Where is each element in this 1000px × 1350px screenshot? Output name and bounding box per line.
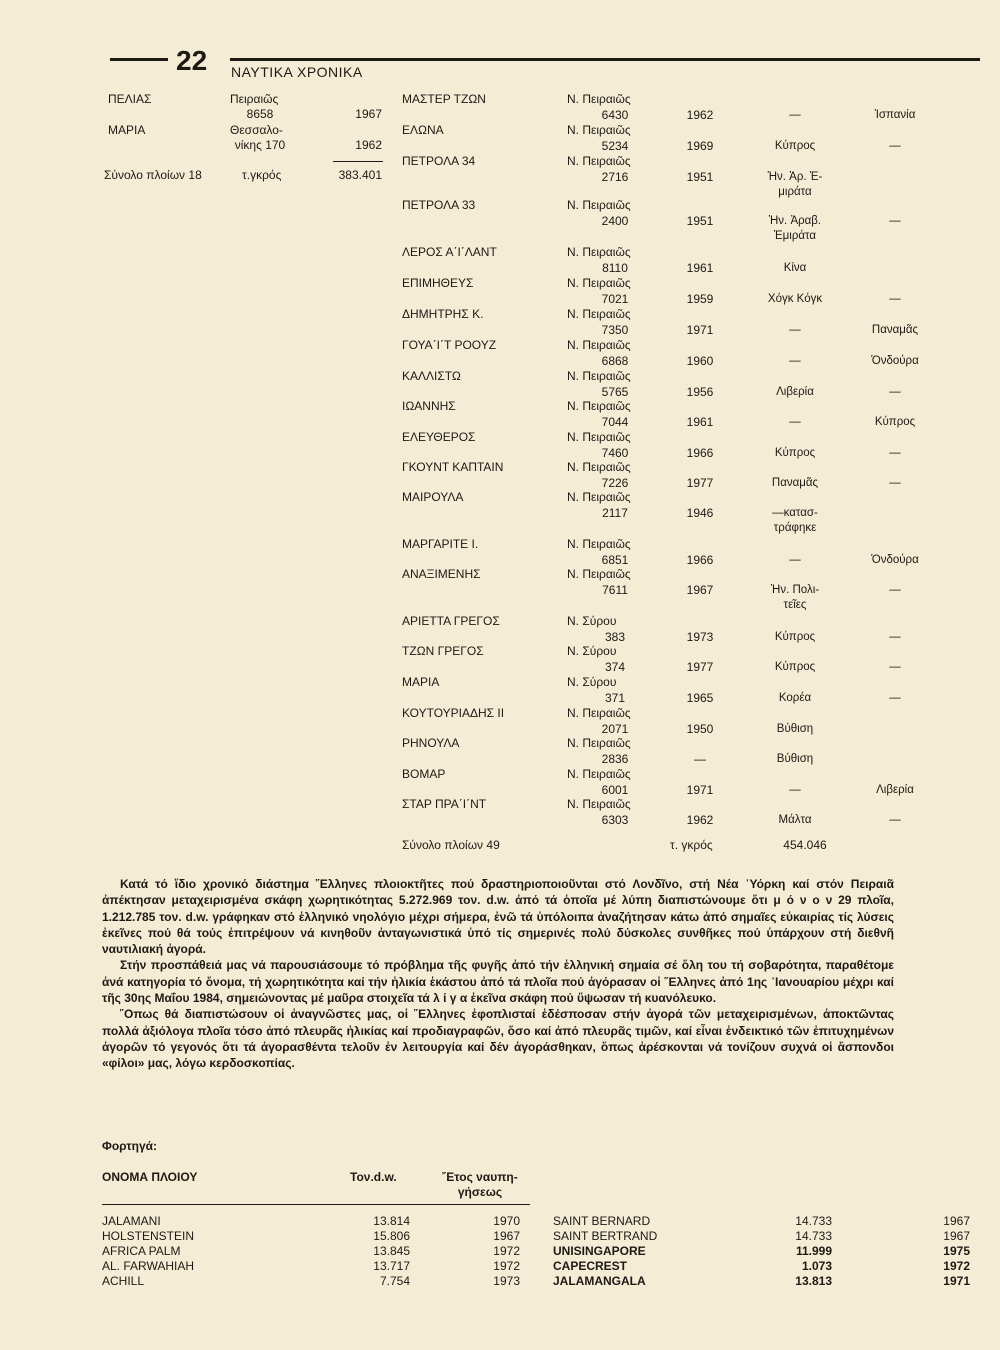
ship-name: ΜΑΡΙΑ bbox=[402, 675, 440, 689]
ship-fate: Μάλτα bbox=[778, 814, 812, 826]
ship-port: Ν. Πειραιῶς bbox=[567, 797, 631, 811]
cargo-ship-dwt: 13.814 bbox=[373, 1214, 410, 1228]
ship-fate: Βύθιση bbox=[776, 723, 814, 735]
ship-year: 1950 bbox=[686, 722, 714, 736]
ship-flag: Παναμᾶς bbox=[871, 324, 919, 336]
ship-port: Ν. Πειραιῶς bbox=[567, 307, 631, 321]
ship-name: ΚΑΛΛΙΣΤΩ bbox=[402, 369, 461, 383]
ship-year: — bbox=[694, 752, 706, 766]
cargo-ship-dwt: 14.733 bbox=[795, 1229, 832, 1243]
ship-flag: — bbox=[889, 293, 901, 305]
cargo-ship-dwt: 13.813 bbox=[795, 1274, 832, 1288]
ship-flag: Ἰσπανία bbox=[874, 109, 916, 121]
ship-port: Ν. Πειραιῶς bbox=[567, 154, 631, 168]
cargo-ship-name: SAINT BERTRAND bbox=[553, 1229, 658, 1243]
cargo-ship-name: HOLSTENSTEIN bbox=[102, 1229, 195, 1243]
ship-flag: Ὁνδούρα bbox=[871, 554, 919, 566]
ship-year: 1969 bbox=[686, 139, 714, 153]
cargo-ship-name: JALAMANI bbox=[102, 1214, 161, 1228]
left-total-unit: τ.γκρός bbox=[242, 168, 282, 182]
ship-name: ΠΕΛΙΑΣ bbox=[108, 92, 152, 106]
ship-number: 371 bbox=[604, 691, 626, 705]
ship-port: Ν. Σύρου bbox=[567, 644, 617, 658]
ship-number: 7350 bbox=[601, 323, 629, 337]
ship-fate: Λιβερία bbox=[776, 386, 814, 398]
ship-name: ΕΠΙΜΗΘΕΥΣ bbox=[402, 276, 474, 290]
ship-number: 2836 bbox=[601, 752, 629, 766]
ship-fate: — bbox=[789, 355, 801, 367]
ship-fate: — bbox=[789, 784, 801, 796]
cargo-ship-name: AL. FARWAHIAH bbox=[102, 1259, 195, 1273]
ship-year: 1951 bbox=[686, 170, 714, 184]
ship-name: ΜΑΙΡΟΥΛΑ bbox=[402, 490, 464, 504]
ship-fate: Χόγκ Κόγκ bbox=[767, 293, 823, 305]
cargo-col-name: ΟΝΟΜΑ ΠΛΟΙΟΥ bbox=[102, 1170, 198, 1184]
ship-fate: Κίνα bbox=[783, 262, 807, 274]
ship-number: 5765 bbox=[601, 385, 629, 399]
cargo-ship-year: 1970 bbox=[493, 1214, 520, 1228]
right-total-label: Σύνολο πλοίων 49 bbox=[402, 838, 500, 852]
cargo-section-title: Φορτηγά: bbox=[102, 1139, 158, 1153]
cargo-ship-name: UNISINGAPORE bbox=[553, 1244, 646, 1258]
ship-year: 1962 bbox=[686, 108, 714, 122]
ship-fate: Βύθιση bbox=[776, 753, 814, 765]
cargo-ship-year: 1971 bbox=[943, 1274, 970, 1288]
ship-fate: Κύπρος bbox=[774, 631, 816, 643]
ship-port: Ν. Πειραιῶς bbox=[567, 460, 631, 474]
ship-number: 7044 bbox=[601, 415, 629, 429]
right-total-value: 454.046 bbox=[783, 838, 827, 852]
ship-fate: Ἡν. Πολι- τεῖες bbox=[770, 584, 820, 611]
ship-year: 1966 bbox=[686, 553, 714, 567]
ship-flag: Κύπρος bbox=[874, 416, 916, 428]
ship-year: 1962 bbox=[355, 138, 382, 152]
cargo-ship-dwt: 1.073 bbox=[801, 1259, 832, 1273]
ship-year: 1973 bbox=[686, 630, 714, 644]
cargo-ship-name: AFRICA PALM bbox=[102, 1244, 181, 1258]
left-total-value: 383.401 bbox=[338, 168, 382, 182]
cargo-ship-name: JALAMANGALA bbox=[553, 1274, 646, 1288]
cargo-ship-year: 1972 bbox=[493, 1244, 520, 1258]
ship-number: 374 bbox=[604, 660, 626, 674]
ship-fate: Κύπρος bbox=[774, 140, 816, 152]
ship-fate: — bbox=[789, 109, 801, 121]
ship-fate: Ἡν. Ἀραβ. Ἐμιράτα bbox=[768, 215, 822, 242]
left-total-rule bbox=[333, 161, 383, 162]
cargo-col-year: ῎Ετος ναυπη- γήσεως bbox=[442, 1170, 518, 1199]
ship-year: 1967 bbox=[355, 107, 382, 121]
ship-port: Ν. Πειραιῶς bbox=[567, 430, 631, 444]
ship-number: 6430 bbox=[601, 108, 629, 122]
ship-flag: — bbox=[889, 814, 901, 826]
ship-fate: —κατασ- τράφηκε bbox=[772, 507, 818, 534]
ship-port: Θεσσαλο- bbox=[230, 123, 283, 137]
ship-name: ΓΚΟΥΝΤ ΚΑΠΤΑΙΝ bbox=[402, 460, 504, 474]
ship-port: Ν. Πειραιῶς bbox=[567, 567, 631, 581]
ship-year: 1946 bbox=[686, 506, 714, 520]
ship-name: ΜΑΣΤΕΡ ΤΖΩΝ bbox=[402, 92, 486, 106]
ship-year: 1962 bbox=[686, 813, 714, 827]
ship-port: Ν. Πειραιῶς bbox=[567, 276, 631, 290]
ship-year: 1961 bbox=[686, 415, 714, 429]
ship-fate: Κύπρος bbox=[774, 661, 816, 673]
ship-number: 2071 bbox=[601, 722, 629, 736]
ship-port: Ν. Πειραιῶς bbox=[567, 198, 631, 212]
ship-port: Ν. Πειραιῶς bbox=[567, 490, 631, 504]
ship-port: Ν. Πειραιῶς bbox=[567, 123, 631, 137]
ship-flag: — bbox=[889, 140, 901, 152]
running-title: ΝΑΥΤΙΚΑ ΧΡΟΝΙΚΑ bbox=[231, 64, 363, 80]
cargo-ship-dwt: 13.845 bbox=[373, 1244, 410, 1258]
ship-name: ΤΖΩΝ ΓΡΕΓΟΣ bbox=[402, 644, 484, 658]
ship-number: 2117 bbox=[602, 506, 628, 520]
ship-number: νίκης 170 bbox=[234, 138, 286, 152]
ship-number: 7460 bbox=[601, 446, 629, 460]
cargo-ship-dwt: 14.733 bbox=[795, 1214, 832, 1228]
ship-number: 6303 bbox=[601, 813, 629, 827]
ship-number: 6851 bbox=[601, 553, 629, 567]
ship-port: Ν. Σύρου bbox=[567, 675, 617, 689]
ship-port: Ν. Πειραιῶς bbox=[567, 537, 631, 551]
ship-flag: — bbox=[889, 477, 901, 489]
ship-year: 1977 bbox=[686, 476, 714, 490]
ship-year: 1960 bbox=[686, 354, 714, 368]
ship-fate: — bbox=[789, 324, 801, 336]
paragraph-1: Κατά τό ἴδιο χρονικό διάστημα ῞Ελληνες πλοιοκτῆτες πού δραστηριοποιοῦνται στό Λονδῖνο, στή Νέα ῾Υόρκη καί στόν Πειραιᾶ ἀπέκτησαν μεταχειρισμένα σκάφη χωρητικότητας 5.272.969 τον. d.w. ἀπό τά ὁποῖα μέ λύπη διαπιστώνουμε ὅτι μ ό ν ο ν 29 πλοῖα, 1.212.785 τον. d.w. γράφηκαν στό ἑλληνικό νηολόγιο μέχρι σήμερα, ἐνῶ τά ὑπόλοιπα ἀναζήτησαν κάτω ἀπό σημαῖες εὐκαιρίας τίς λύσεις ἐκεῖνες πού θά τούς ἐπιτρέψουν νά κινηθοῦν ἀνταγωνιστικά ὑπό τίς σημερινές πολύ δύσκολες συνθῆκες πού ὑπάρχουν στή διεθνῆ ναυτιλιακή ἀγορά. bbox=[102, 877, 894, 957]
paragraph-2: Στήν προσπάθειά μας νά παρουσιάσουμε τό πρόβλημα τῆς φυγῆς ἀπό τήν ἑλληνική σημαία σέ ὅλη του τή σοβαρότητα, παραθέτομε ἀνά κατηγορία τό ὄνομα, τή χωρητικότητα καί τήν ἡλικία ἑκάστου ἀπό τά πλοῖα πού ἀγόρασαν οἱ ῞Ελληνες ἀπό 1ης ᾿Ιανουαρίου μέχρι καί τῆς 30ης Μαΐου 1984, σημειώνοντας μέ μαῦρα στοιχεῖα τά λ ί γ α ἐκεῖνα σκάφη πού ὕψωσαν τή κυανόλευκο. bbox=[102, 958, 894, 1006]
ship-fate: Ἡν. Ἀρ. Ἐ- μιράτα bbox=[767, 171, 823, 198]
ship-year: 1977 bbox=[686, 660, 714, 674]
ship-name: ΔΗΜΗΤΡΗΣ Κ. bbox=[402, 307, 484, 321]
ship-port: Ν. Πειραιῶς bbox=[567, 767, 631, 781]
ship-flag: — bbox=[889, 386, 901, 398]
ship-number: 383 bbox=[604, 630, 626, 644]
ship-name: ΚΟΥΤΟΥΡΙΑΔΗΣ ΙΙ bbox=[402, 706, 505, 720]
cargo-ship-year: 1972 bbox=[943, 1259, 970, 1273]
cargo-ship-name: SAINT BERNARD bbox=[553, 1214, 651, 1228]
cargo-ship-year: 1973 bbox=[493, 1274, 520, 1288]
ship-name: ΒΟΜΑΡ bbox=[402, 767, 446, 781]
ship-name: ΜΑΡΓΑΡΙΤΕ Ι. bbox=[402, 537, 479, 551]
ship-port: Ν. Πειραιῶς bbox=[567, 245, 631, 259]
ship-year: 1967 bbox=[686, 583, 714, 597]
ship-flag: — bbox=[889, 661, 901, 673]
ship-name: ΙΩΑΝΝΗΣ bbox=[402, 399, 456, 413]
ship-name: ΛΕΡΟΣ Α΄Ι΄ΛΑΝΤ bbox=[402, 245, 497, 259]
ship-name: ΓΟΥΑ΄Ι΄Τ ΡΟΟΥΖ bbox=[402, 338, 497, 352]
right-total-unit: τ. γκρός bbox=[670, 838, 713, 852]
cargo-ship-dwt: 13.717 bbox=[373, 1259, 410, 1273]
ship-port: Ν. Πειραιῶς bbox=[567, 736, 631, 750]
ship-name: ΡΗΝΟΥΛΑ bbox=[402, 736, 460, 750]
ship-number: 8110 bbox=[602, 261, 628, 275]
page-number: 22 bbox=[176, 45, 208, 76]
ship-year: 1966 bbox=[686, 446, 714, 460]
ship-flag: — bbox=[889, 215, 901, 227]
ship-port: Ν. Πειραιῶς bbox=[567, 706, 631, 720]
ship-year: 1956 bbox=[686, 385, 714, 399]
ship-year: 1961 bbox=[686, 261, 714, 275]
ship-number: 6868 bbox=[601, 354, 629, 368]
ship-flag: Λιβερία bbox=[876, 784, 914, 796]
cargo-ship-name: CAPECREST bbox=[553, 1259, 628, 1273]
header-rule-right bbox=[230, 58, 980, 61]
ship-flag: — bbox=[889, 692, 901, 704]
ship-year: 1971 bbox=[686, 783, 714, 797]
ship-fate: — bbox=[789, 416, 801, 428]
cargo-ship-dwt: 11.999 bbox=[795, 1244, 832, 1258]
ship-name: ΕΛΕΥΘΕΡΟΣ bbox=[402, 430, 476, 444]
ship-port: Ν. Σύρου bbox=[567, 614, 617, 628]
ship-port: Ν. Πειραιῶς bbox=[567, 399, 631, 413]
ship-number: 2716 bbox=[601, 170, 629, 184]
ship-port: Ν. Πειραιῶς bbox=[567, 369, 631, 383]
cargo-ship-dwt: 7.754 bbox=[379, 1274, 410, 1288]
ship-fate: Κορέα bbox=[778, 692, 812, 704]
cargo-header-rule bbox=[102, 1204, 530, 1205]
ship-flag: — bbox=[889, 447, 901, 459]
ship-name: ΜΑΡΙΑ bbox=[108, 123, 146, 137]
ship-flag: — bbox=[889, 584, 901, 596]
ship-year: 1965 bbox=[686, 691, 714, 705]
ship-fate: Παναμᾶς bbox=[771, 477, 819, 489]
ship-name: ΠΕΤΡΟΛΑ 33 bbox=[402, 198, 476, 212]
ship-fate: Κύπρος bbox=[774, 447, 816, 459]
cargo-ship-year: 1967 bbox=[943, 1229, 970, 1243]
ship-number: 7226 bbox=[601, 476, 629, 490]
ship-number: 7611 bbox=[602, 583, 628, 597]
ship-name: ΑΝΑΞΙΜΕΝΗΣ bbox=[402, 567, 481, 581]
paragraph-3: ῞Οπως θά διαπιστώσουν οἱ ἀναγνῶστες μας, οἱ ῞Ελληνες ἐφοπλισταί ἐδέσποσαν στήν ἀγορά τῶν μεταχειρισμένων, ἀποκτῶντας πολλά ἀξιόλογα πλοῖα τόσο ἀπό πλευρᾶς ἡλικίας καί προδιαγραφῶν, ὅσο καί ἀπό πλευρᾶς τιμῶν, καί εἶναι ἐνδεικτικό τῶν ἐπιτυχημένων ἀγορῶν τό γεγονός ὅτι τά ἀγορασθέντα τελοῦν ἐν λειτουργία καί δέν ἀγοράσθηκαν, ὅπως ἀρέσκονται νά τονίζουν συχνά οἱ ἄσπονδοι «φίλοι» μας, λόγω κερδοσκοπίας. bbox=[102, 1007, 894, 1071]
ship-name: ΠΕΤΡΟΛΑ 34 bbox=[402, 154, 476, 168]
left-total-label: Σύνολο πλοίων 18 bbox=[104, 168, 202, 182]
ship-year: 1971 bbox=[686, 323, 714, 337]
ship-flag: — bbox=[889, 631, 901, 643]
cargo-ship-year: 1975 bbox=[943, 1244, 970, 1258]
ship-number: 2400 bbox=[601, 214, 629, 228]
ship-port: Ν. Πειραιῶς bbox=[567, 338, 631, 352]
cargo-ship-year: 1967 bbox=[493, 1229, 520, 1243]
ship-number: 7021 bbox=[601, 292, 629, 306]
article-body bbox=[102, 876, 894, 1072]
ship-year: 1959 bbox=[686, 292, 714, 306]
header-rule-left bbox=[110, 58, 168, 61]
ship-name: ΣΤΑΡ ΠΡΑ΄Ι΄ΝΤ bbox=[402, 797, 487, 811]
cargo-col-dwt: Τον.d.w. bbox=[350, 1170, 397, 1184]
ship-fate: — bbox=[789, 554, 801, 566]
ship-port: Πειραιῶς bbox=[230, 92, 279, 106]
ship-number: 5234 bbox=[601, 139, 629, 153]
ship-name: ΕΛΩΝΑ bbox=[402, 123, 444, 137]
ship-number: 8658 bbox=[246, 107, 274, 121]
cargo-ship-year: 1972 bbox=[493, 1259, 520, 1273]
ship-flag: Ὁνδούρα bbox=[871, 355, 919, 367]
ship-port: Ν. Πειραιῶς bbox=[567, 92, 631, 106]
ship-number: 6001 bbox=[601, 783, 629, 797]
ship-name: ΑΡΙΕΤΤΑ ΓΡΕΓΟΣ bbox=[402, 614, 500, 628]
cargo-ship-name: ACHILL bbox=[102, 1274, 145, 1288]
cargo-ship-dwt: 15.806 bbox=[373, 1229, 410, 1243]
ship-year: 1951 bbox=[686, 214, 714, 228]
cargo-ship-year: 1967 bbox=[943, 1214, 970, 1228]
